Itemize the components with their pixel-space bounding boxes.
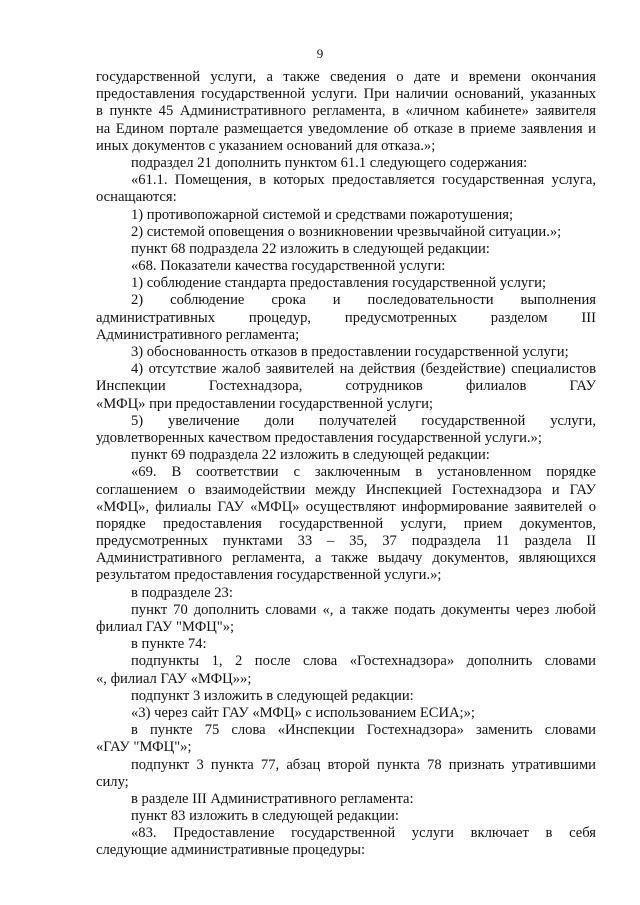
text-line: на Едином портале размещается уведомление об отказе в приеме заявления и (96, 120, 596, 137)
text-line: оснащаются: (96, 189, 177, 206)
document-body (96, 69, 596, 860)
text-line: государственной услуги, а также сведения о дате и времени окончания (96, 69, 596, 85)
text-line: 1) соблюдение стандарта предоставления государственной услуги; (131, 275, 547, 292)
text-line: Административного регламента, а также выдачу документов, являющихся (96, 550, 596, 567)
text-line: в подразделе 23: (131, 584, 233, 601)
text-line: «61.1. Помещения, в которых предоставляется государственная услуга, (131, 172, 596, 189)
text-line: Инспекции Гостехнадзора, сотрудников филиалов ГАУ (96, 378, 596, 395)
text-line: 2) соблюдение срока и последовательности выполнения (131, 292, 596, 309)
text-line: результатом предоставления государственной услуги.»; (96, 567, 442, 584)
text-line: «ГАУ "МФЦ"»; (96, 739, 192, 756)
text-line: в пункте 45 Административного регламента, в «личном кабинете» заявителя (96, 103, 596, 120)
text-line: подраздел 21 дополнить пунктом 61.1 следующего содержания: (131, 154, 528, 171)
text-line: подпункты 1, 2 после слова «Гостехнадзора» дополнить словами (131, 653, 596, 670)
text-line: предоставления государственной услуги. При наличии оснований, указанных (96, 86, 596, 103)
text-line: 2) системой оповещения о возникновении чрезвычайной ситуации.»; (131, 223, 562, 240)
text-line: 5) увеличение доли получателей государственной услуги, (131, 412, 596, 429)
text-line: подпункт 3 изложить в следующей редакции: (131, 687, 414, 704)
text-line: в пункте 75 слова «Инспекции Гостехнадзора» заменить словами (131, 722, 596, 739)
text-line: «83. Предоставление государственной услуги включает в себя (131, 825, 596, 842)
text-line: 1) противопожарной системой и средствами пожаротушения; (131, 206, 514, 223)
text-line: 3) обоснованность отказов в предоставлении государственной услуги; (131, 344, 569, 360)
text-line: «3) через сайт ГАУ «МФЦ» с использованием ЕСИА;»; (131, 704, 475, 721)
page-number: 9 (316, 46, 324, 61)
text-line: пункт 69 подраздела 22 изложить в следующей редакции: (131, 447, 490, 464)
text-line: пункт 70 дополнить словами «, а также подать документы через любой (131, 601, 596, 618)
text-line: административных процедур, предусмотренных разделом III (96, 309, 596, 326)
text-line: «69. В соответствии с заключенным в установленном порядке (131, 464, 596, 481)
text-line: порядке предоставления государственной услуги, прием документов, (96, 515, 596, 532)
text-line: силу; (96, 773, 129, 790)
text-line: в пункте 74: (131, 636, 207, 653)
text-line: иных документов с указанием оснований для отказа.»; (96, 137, 436, 154)
text-line: предусмотренных пунктами 33 – 35, 37 подраздела 11 раздела II (96, 533, 596, 550)
text-line: пункт 68 подраздела 22 изложить в следующей редакции: (131, 240, 490, 257)
text-line: следующие административные процедуры: (96, 842, 366, 859)
text-line: «МФЦ», филиалы ГАУ «МФЦ» осуществляют информирование заявителей о (96, 498, 596, 515)
text-line: «, филиал ГАУ «МФЦ»»; (96, 670, 252, 687)
text-line: Административного регламента; (96, 326, 300, 343)
text-line: подпункт 3 пункта 77, абзац второй пункта 78 признать утратившими (131, 756, 596, 773)
text-line: соглашением о взаимодействии между Инспекцией Гостехнадзора и ГАУ (96, 481, 596, 498)
text-line: удовлетворенных качеством предоставления государственной услуги.»; (96, 429, 542, 446)
text-line: «МФЦ» при предоставлении государственной услуги; (96, 395, 434, 412)
text-line: филиал ГАУ "МФЦ"»; (96, 619, 235, 635)
text-line: «68. Показатели качества государственной услуги: (131, 258, 446, 275)
text-line: в разделе III Административного регламента: (131, 790, 414, 807)
text-line: 4) отсутствие жалоб заявителей на действия (бездействие) специалистов (131, 361, 596, 378)
text-line: пункт 83 изложить в следующей редакции: (131, 808, 399, 825)
